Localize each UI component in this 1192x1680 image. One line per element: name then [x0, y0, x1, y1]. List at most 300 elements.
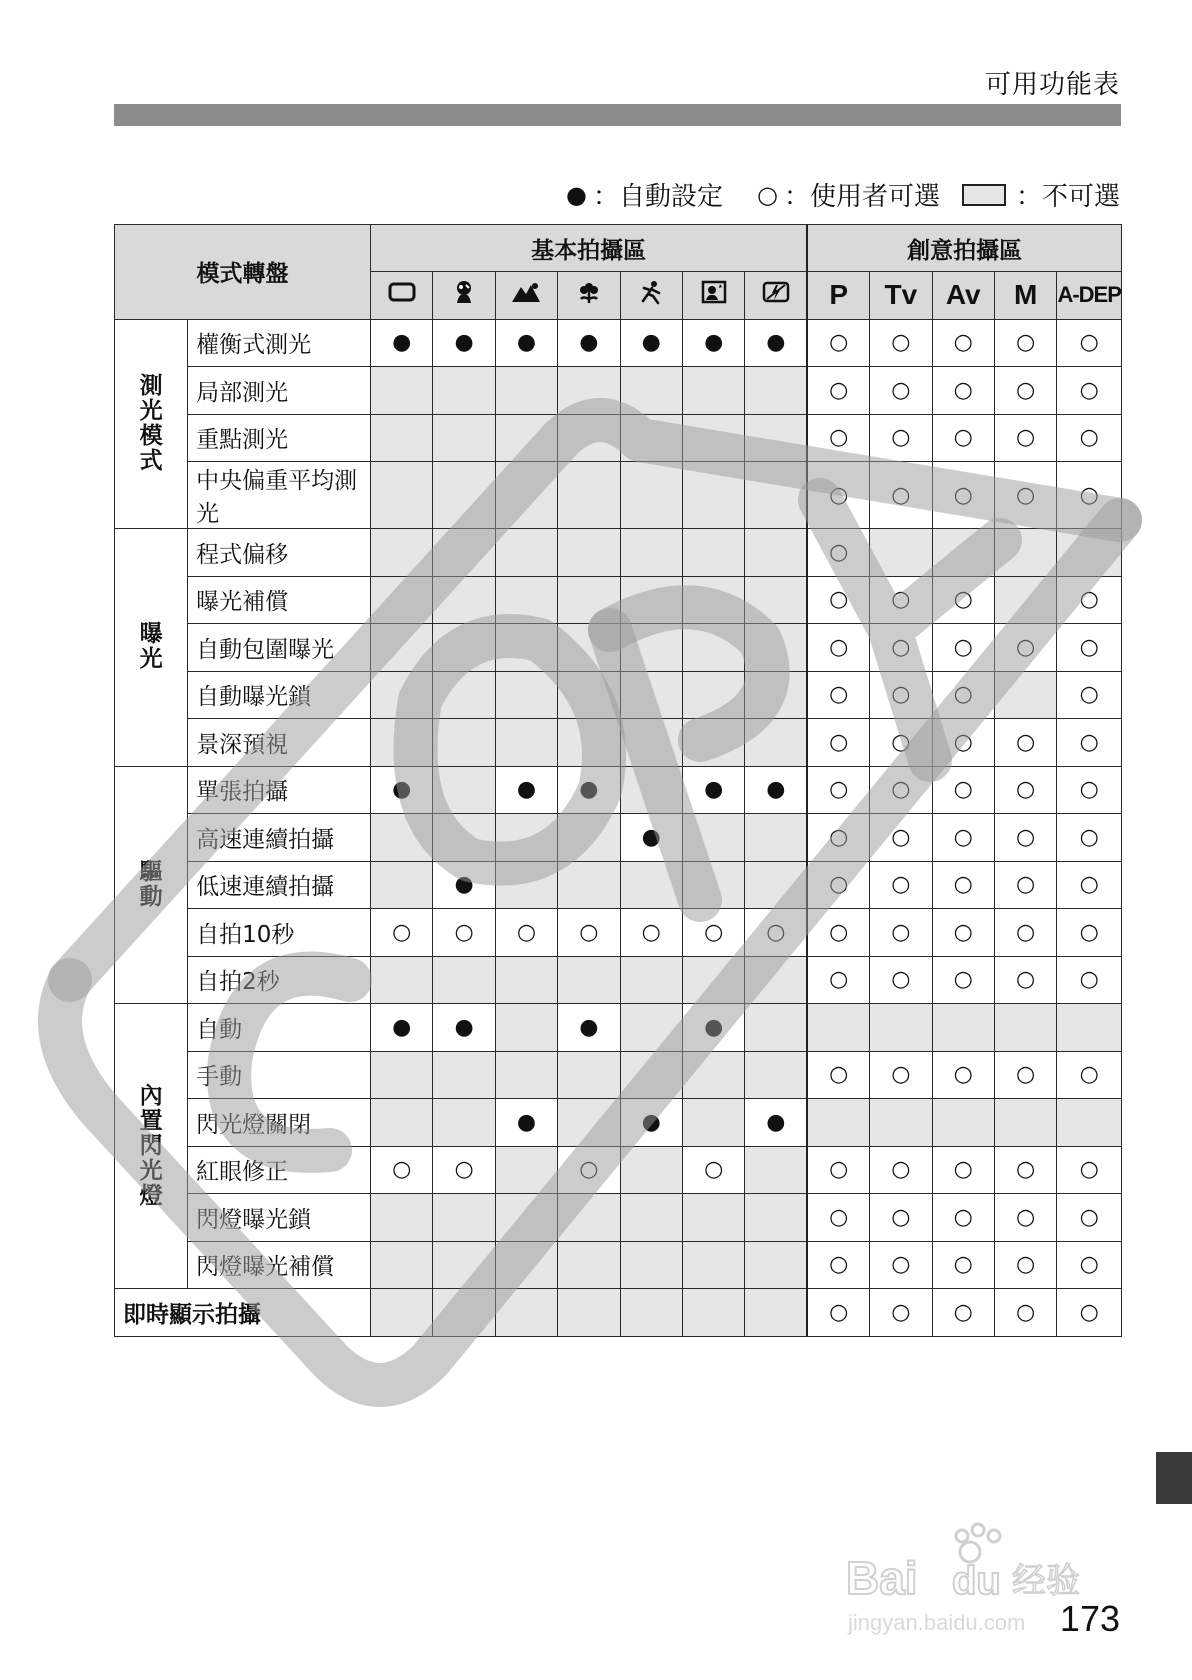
feature-label: 中央偏重平均測光	[188, 462, 371, 529]
table-cell: ○	[807, 1051, 869, 1099]
table-cell	[745, 1146, 807, 1194]
svg-text:经验: 经验	[1012, 1561, 1080, 1601]
table-cell: ○	[807, 319, 869, 367]
table-cell	[682, 1099, 744, 1147]
table-cell: ○	[807, 1194, 869, 1242]
sports-icon	[620, 272, 682, 320]
table-cell	[620, 1051, 682, 1099]
table-cell: ○	[994, 367, 1056, 415]
flash-off-icon	[745, 272, 807, 320]
table-cell: ○	[433, 1146, 495, 1194]
table-cell: ○	[994, 319, 1056, 367]
table-cell: ○	[994, 814, 1056, 862]
table-cell: ○	[620, 909, 682, 957]
table-cell	[558, 462, 620, 529]
table-cell	[433, 462, 495, 529]
table-cell	[620, 624, 682, 672]
table-cell	[558, 1289, 620, 1337]
table-cell	[682, 367, 744, 415]
table-cell: ○	[994, 624, 1056, 672]
table-cell	[495, 814, 557, 862]
table-cell	[620, 1289, 682, 1337]
table-cell	[745, 414, 807, 462]
table-cell	[558, 414, 620, 462]
table-cell	[620, 861, 682, 909]
table-cell	[682, 1289, 744, 1337]
table-cell	[558, 956, 620, 1004]
table-cell	[870, 1004, 932, 1052]
portrait-icon	[433, 272, 495, 320]
table-cell	[433, 671, 495, 719]
table-cell: ●	[433, 861, 495, 909]
table-cell: ○	[932, 719, 994, 767]
table-cell: ○	[1057, 1051, 1122, 1099]
table-row	[115, 576, 1122, 624]
legend-optional-symbol: ○	[757, 180, 778, 209]
table-row	[115, 367, 1122, 415]
table-cell: ○	[807, 1241, 869, 1289]
table-cell: ○	[870, 624, 932, 672]
group-label: 曝 光	[115, 529, 188, 767]
table-cell	[1057, 529, 1122, 577]
table-row	[115, 1289, 1122, 1337]
legend-optional-label: ：使用者可選	[783, 182, 940, 212]
table-cell	[994, 671, 1056, 719]
table-cell	[495, 671, 557, 719]
table-cell: ○	[932, 414, 994, 462]
table-cell: ●	[682, 319, 744, 367]
table-row	[115, 1146, 1122, 1194]
feature-label: 景深預視	[188, 719, 371, 767]
table-cell: ○	[745, 909, 807, 957]
table-cell: ○	[994, 1194, 1056, 1242]
table-cell: ○	[371, 909, 433, 957]
table-cell: ○	[870, 719, 932, 767]
page-number: 173	[1059, 1598, 1120, 1639]
table-cell	[495, 1241, 557, 1289]
table-cell: ○	[1057, 462, 1122, 529]
table-cell	[620, 462, 682, 529]
table-row	[115, 462, 1122, 529]
table-cell: ○	[870, 1194, 932, 1242]
table-cell	[1057, 1004, 1122, 1052]
table-cell	[682, 1241, 744, 1289]
table-cell: ○	[994, 1051, 1056, 1099]
table-cell	[558, 576, 620, 624]
mode-av-header: Av	[932, 272, 994, 320]
full-auto-icon	[371, 272, 433, 320]
feature-label: 手動	[188, 1051, 371, 1099]
table-cell	[620, 1241, 682, 1289]
table-cell	[682, 576, 744, 624]
table-cell: ○	[870, 814, 932, 862]
table-cell: ○	[807, 414, 869, 462]
table-cell	[620, 1004, 682, 1052]
creative-zone-header: 創意拍攝區	[807, 225, 1121, 272]
mode-dial-header: 模式轉盤	[115, 225, 371, 320]
table-cell	[620, 1146, 682, 1194]
table-cell	[558, 1194, 620, 1242]
table-cell	[495, 624, 557, 672]
table-cell	[620, 1194, 682, 1242]
table-cell	[371, 576, 433, 624]
table-cell	[620, 414, 682, 462]
feature-label: 自動	[188, 1004, 371, 1052]
table-cell	[682, 719, 744, 767]
table-cell	[433, 624, 495, 672]
table-cell	[682, 861, 744, 909]
table-cell	[994, 1099, 1056, 1147]
table-cell	[433, 529, 495, 577]
table-cell	[1057, 1099, 1122, 1147]
feature-label: 權衡式測光	[188, 319, 371, 367]
table-cell: ●	[495, 1099, 557, 1147]
table-row	[115, 1241, 1122, 1289]
table-cell: ○	[870, 909, 932, 957]
table-cell: ○	[1057, 576, 1122, 624]
table-cell	[433, 1099, 495, 1147]
table-cell: ○	[932, 861, 994, 909]
table-row	[115, 671, 1122, 719]
landscape-icon	[495, 272, 557, 320]
table-cell	[682, 414, 744, 462]
table-cell	[870, 1099, 932, 1147]
table-cell: ○	[682, 909, 744, 957]
table-cell	[807, 1004, 869, 1052]
table-cell: ○	[932, 909, 994, 957]
table-cell: ○	[932, 766, 994, 814]
group-label: 驅 動	[115, 766, 188, 1004]
table-cell	[495, 462, 557, 529]
table-cell	[682, 529, 744, 577]
table-cell	[682, 1051, 744, 1099]
legend	[566, 176, 1120, 213]
table-cell: ○	[1057, 719, 1122, 767]
table-cell: ○	[870, 319, 932, 367]
table-cell	[745, 671, 807, 719]
table-row	[115, 319, 1122, 367]
table-cell	[371, 861, 433, 909]
table-cell: ○	[994, 1146, 1056, 1194]
table-cell	[620, 367, 682, 415]
mode-p-header: P	[807, 272, 869, 320]
table-cell: ○	[807, 624, 869, 672]
table-row	[115, 1194, 1122, 1242]
table-cell: ●	[558, 319, 620, 367]
table-cell	[371, 956, 433, 1004]
table-row	[115, 1004, 1122, 1052]
table-cell	[495, 861, 557, 909]
table-cell	[495, 576, 557, 624]
table-cell	[620, 671, 682, 719]
table-cell: ○	[1057, 909, 1122, 957]
table-cell: ●	[495, 766, 557, 814]
feature-label: 紅眼修正	[188, 1146, 371, 1194]
table-row	[115, 624, 1122, 672]
table-cell	[371, 671, 433, 719]
table-cell	[558, 814, 620, 862]
table-cell: ○	[870, 1241, 932, 1289]
table-cell: ○	[807, 529, 869, 577]
table-row	[115, 814, 1122, 862]
table-cell: ○	[1057, 814, 1122, 862]
table-cell: ○	[932, 814, 994, 862]
table-cell: ●	[682, 1004, 744, 1052]
table-cell: ○	[932, 462, 994, 529]
table-cell	[433, 956, 495, 1004]
table-row	[115, 1099, 1122, 1147]
table-cell: ○	[994, 1289, 1056, 1337]
table-cell	[558, 1099, 620, 1147]
table-cell	[745, 529, 807, 577]
table-cell	[745, 1051, 807, 1099]
table-cell: ○	[807, 814, 869, 862]
feature-label: 自動曝光鎖	[188, 671, 371, 719]
table-cell: ○	[994, 861, 1056, 909]
table-cell	[745, 624, 807, 672]
legend-unavailable-label: ：不可選	[1015, 182, 1120, 212]
table-cell: ○	[870, 1289, 932, 1337]
table-cell	[745, 719, 807, 767]
table-cell: ○	[807, 719, 869, 767]
feature-label: 重點測光	[188, 414, 371, 462]
table-cell: ○	[807, 367, 869, 415]
table-cell	[371, 1289, 433, 1337]
table-cell	[558, 719, 620, 767]
svg-text:jingyan.baidu.com: jingyan.baidu.com	[848, 1610, 1026, 1635]
table-row	[115, 861, 1122, 909]
table-cell	[558, 671, 620, 719]
night-portrait-icon	[682, 272, 744, 320]
table-cell: ○	[932, 367, 994, 415]
table-cell	[371, 814, 433, 862]
table-cell	[994, 1004, 1056, 1052]
table-cell	[745, 861, 807, 909]
table-cell: ○	[932, 671, 994, 719]
table-cell	[433, 766, 495, 814]
baidu-watermark	[842, 1522, 1132, 1642]
table-cell	[371, 414, 433, 462]
table-cell	[433, 814, 495, 862]
basic-zone-header: 基本拍攝區	[371, 225, 808, 272]
close-up-icon	[558, 272, 620, 320]
table-cell	[745, 367, 807, 415]
table-cell: ○	[1057, 671, 1122, 719]
table-cell	[371, 462, 433, 529]
table-cell	[371, 719, 433, 767]
table-cell: ○	[932, 576, 994, 624]
table-cell: ○	[807, 1289, 869, 1337]
table-cell: ●	[558, 766, 620, 814]
table-cell	[371, 1241, 433, 1289]
table-cell: ●	[495, 319, 557, 367]
table-cell: ○	[994, 414, 1056, 462]
table-cell: ●	[433, 1004, 495, 1052]
mode-a-dep-header: A-DEP	[1057, 272, 1122, 320]
table-cell: ○	[870, 671, 932, 719]
table-cell	[682, 462, 744, 529]
table-cell: ○	[807, 861, 869, 909]
table-cell: ○	[870, 766, 932, 814]
legend-unavailable-swatch	[962, 184, 1006, 206]
table-cell	[620, 719, 682, 767]
table-cell	[745, 1289, 807, 1337]
table-cell: ○	[807, 671, 869, 719]
function-table	[114, 224, 1122, 1337]
table-cell	[620, 766, 682, 814]
table-cell	[682, 1194, 744, 1242]
table-cell: ●	[745, 319, 807, 367]
table-cell	[371, 1194, 433, 1242]
table-cell	[495, 529, 557, 577]
table-cell	[495, 956, 557, 1004]
table-cell	[558, 367, 620, 415]
table-cell: ●	[745, 766, 807, 814]
table-cell	[371, 624, 433, 672]
table-cell: ○	[932, 319, 994, 367]
table-cell	[433, 414, 495, 462]
feature-label: 閃燈曝光鎖	[188, 1194, 371, 1242]
table-cell	[994, 529, 1056, 577]
table-row	[115, 1051, 1122, 1099]
table-cell: ○	[932, 624, 994, 672]
table-cell: ○	[1057, 1241, 1122, 1289]
svg-text:Bai: Bai	[846, 1552, 918, 1604]
table-cell	[433, 1241, 495, 1289]
table-cell	[682, 956, 744, 1004]
table-cell: ○	[1057, 367, 1122, 415]
table-cell: ○	[994, 956, 1056, 1004]
table-cell: ○	[1057, 1289, 1122, 1337]
table-cell	[745, 462, 807, 529]
table-cell: ●	[745, 1099, 807, 1147]
feature-label: 自動包圍曝光	[188, 624, 371, 672]
table-cell	[433, 1051, 495, 1099]
table-cell: ○	[1057, 766, 1122, 814]
table-cell: ○	[1057, 414, 1122, 462]
table-row	[115, 909, 1122, 957]
table-cell: ○	[558, 909, 620, 957]
feature-label: 低速連續拍攝	[188, 861, 371, 909]
table-row	[115, 529, 1122, 577]
feature-label: 高速連續拍攝	[188, 814, 371, 862]
table-cell: ○	[870, 462, 932, 529]
feature-label: 局部測光	[188, 367, 371, 415]
table-cell	[994, 576, 1056, 624]
table-cell	[558, 624, 620, 672]
table-cell	[433, 367, 495, 415]
table-cell: ○	[807, 766, 869, 814]
table-cell	[620, 576, 682, 624]
table-cell	[495, 367, 557, 415]
table-cell	[371, 1051, 433, 1099]
table-cell	[745, 1241, 807, 1289]
table-cell	[932, 529, 994, 577]
table-cell	[495, 1289, 557, 1337]
table-cell	[807, 1099, 869, 1147]
table-cell	[682, 624, 744, 672]
table-cell: ○	[1057, 624, 1122, 672]
table-cell: ○	[994, 909, 1056, 957]
table-row	[115, 956, 1122, 1004]
table-cell	[745, 1004, 807, 1052]
table-cell	[495, 414, 557, 462]
table-cell: ○	[932, 1194, 994, 1242]
table-cell: ●	[371, 319, 433, 367]
table-cell	[433, 719, 495, 767]
table-cell: ○	[1057, 956, 1122, 1004]
table-cell: ○	[1057, 1194, 1122, 1242]
table-cell: ○	[870, 1146, 932, 1194]
table-cell: ●	[620, 1099, 682, 1147]
table-cell: ●	[682, 766, 744, 814]
table-cell: ○	[994, 719, 1056, 767]
table-cell: ○	[932, 1051, 994, 1099]
table-cell	[745, 956, 807, 1004]
table-cell: ○	[870, 1051, 932, 1099]
table-cell	[682, 814, 744, 862]
table-cell: ●	[371, 766, 433, 814]
table-cell	[558, 529, 620, 577]
table-cell: ○	[994, 462, 1056, 529]
table-cell	[371, 367, 433, 415]
table-cell	[620, 529, 682, 577]
table-cell	[932, 1099, 994, 1147]
table-row	[115, 414, 1122, 462]
table-cell: ○	[495, 909, 557, 957]
table-row	[115, 719, 1122, 767]
table-cell: ●	[620, 814, 682, 862]
table-cell: ○	[870, 576, 932, 624]
table-cell: ○	[1057, 861, 1122, 909]
table-cell: ○	[558, 1146, 620, 1194]
table-cell: ○	[807, 462, 869, 529]
feature-label: 即時顯示拍攝	[115, 1289, 371, 1337]
table-cell: ○	[1057, 1146, 1122, 1194]
table-cell: ○	[932, 1146, 994, 1194]
table-cell	[745, 1194, 807, 1242]
table-cell	[932, 1004, 994, 1052]
feature-label: 閃燈曝光補償	[188, 1241, 371, 1289]
table-cell: ○	[433, 909, 495, 957]
group-label: 內 置 閃 光 燈	[115, 1004, 188, 1289]
table-cell: ○	[807, 909, 869, 957]
legend-auto-symbol: ●	[566, 180, 587, 209]
table-cell	[433, 1194, 495, 1242]
table-cell	[371, 529, 433, 577]
table-cell	[745, 576, 807, 624]
table-cell: ○	[371, 1146, 433, 1194]
table-cell: ○	[870, 367, 932, 415]
table-cell	[433, 576, 495, 624]
feature-label: 自拍10秒	[188, 909, 371, 957]
feature-label: 單張拍攝	[188, 766, 371, 814]
page-header-title: 可用功能表	[984, 70, 1120, 100]
table-cell	[558, 1051, 620, 1099]
table-cell: ○	[807, 956, 869, 1004]
table-cell: ○	[932, 1289, 994, 1337]
table-cell: ●	[371, 1004, 433, 1052]
group-label: 測 光 模 式	[115, 319, 188, 529]
table-cell: ○	[870, 861, 932, 909]
table-cell	[745, 814, 807, 862]
feature-label: 曝光補償	[188, 576, 371, 624]
svg-text:du: du	[952, 1559, 1001, 1603]
header-bar	[114, 104, 1121, 126]
table-row	[115, 766, 1122, 814]
table-cell: ●	[558, 1004, 620, 1052]
chapter-tab-marker	[1156, 1452, 1192, 1504]
